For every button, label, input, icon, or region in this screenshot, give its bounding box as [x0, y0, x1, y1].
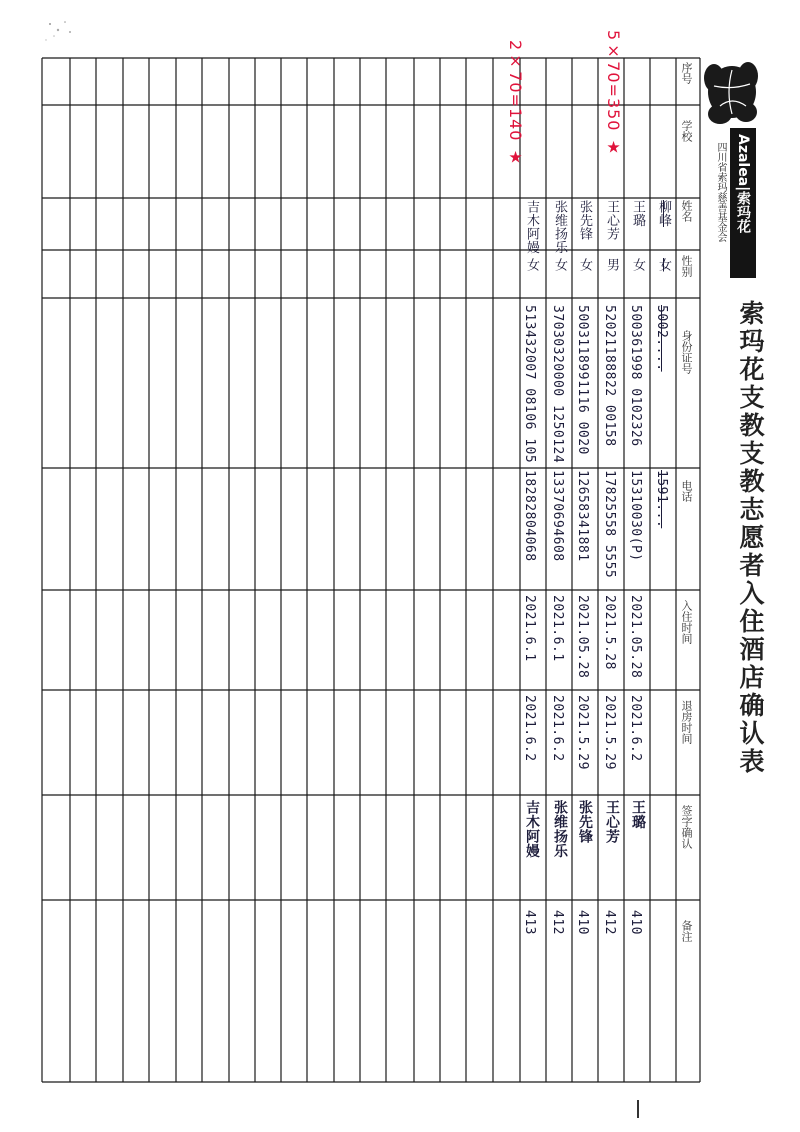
cell-checkin: 2021.05.28	[628, 595, 643, 679]
cell-note: 412	[550, 910, 565, 935]
cell-checkin: 2021.5.28	[602, 595, 617, 670]
column-header: 退房时间	[680, 700, 693, 744]
cell-id: 500361998 0102326	[628, 305, 643, 447]
cell-phone: 13370694608	[550, 470, 565, 562]
cell-phone: 15310030(P)	[628, 470, 643, 562]
column-header: 序号	[680, 62, 693, 84]
logo-brand-text: Azalea|索玛花	[730, 128, 756, 278]
cell-id: 37030320000 1250124	[550, 305, 565, 464]
column-header: 备注	[680, 920, 693, 942]
cell-name: 张先锋	[577, 200, 592, 241]
column-header: 姓名	[680, 200, 693, 222]
cell-id: 52021188822 00158	[602, 305, 617, 447]
column-header: 入住时间	[680, 600, 693, 644]
cell-gender: 女	[577, 258, 592, 272]
cell-gender: 女	[524, 258, 539, 272]
cell-phone: 17825558 5555	[602, 470, 617, 579]
cell-gender: 男	[604, 258, 619, 272]
column-header: 身份证号	[680, 330, 693, 374]
cell-note: 413	[522, 910, 537, 935]
cell-name: 吉木阿嫚	[524, 200, 539, 254]
page-title: 索玛花支教支教志愿者入住酒店确认表	[736, 300, 765, 776]
red-note-1: 5×70=350 ★	[604, 30, 623, 158]
logo-org-name: 四川省索玛慈善基金会	[715, 142, 726, 242]
cell-checkout: 2021.5.29	[602, 695, 617, 770]
cell-gender: 女	[552, 258, 567, 272]
cell-sign: 王璐	[630, 800, 646, 829]
cell-gender: 女	[630, 258, 645, 272]
column-header: 电话	[680, 480, 693, 502]
cell-note: 410	[575, 910, 590, 935]
scan-mark	[637, 1100, 639, 1118]
cell-sign: 王心芳	[604, 800, 620, 844]
cell-note: 412	[602, 910, 617, 935]
cell-note: 410	[628, 910, 643, 935]
cell-checkout: 2021.5.29	[575, 695, 590, 770]
cell-phone: 12658341881	[575, 470, 590, 562]
cell-sign: 吉木阿嫚	[524, 800, 540, 858]
cell-checkin: 2021.05.28	[575, 595, 590, 679]
cell-checkin: 2021.6.1	[550, 595, 565, 662]
cell-name: 王心芳	[604, 200, 619, 241]
cell-checkin: 2021.6.1	[522, 595, 537, 662]
cell-checkout: 2021.6.2	[522, 695, 537, 762]
azalea-flower-icon	[700, 56, 762, 128]
cell-name: 柳峰	[656, 200, 671, 227]
cell-sign: 张先锋	[577, 800, 593, 844]
cell-checkout: 2021.6.2	[628, 695, 643, 762]
cell-sign: 张维扬乐	[552, 800, 568, 858]
column-header: 签字确认	[680, 805, 693, 849]
foundation-logo	[696, 56, 764, 276]
cell-name: 张维扬乐	[552, 200, 567, 254]
cell-id: 5003118991116 0020	[575, 305, 590, 455]
column-header: 学校	[680, 120, 693, 142]
cell-gender: 女	[656, 258, 671, 272]
cell-id: 513432007 08106 105	[522, 305, 537, 464]
red-note-2: 2×70=140 ★	[506, 40, 525, 168]
cell-phone: 18282804068	[522, 470, 537, 562]
cell-id: 5002....	[654, 305, 669, 372]
cell-phone: 1591...	[654, 470, 669, 529]
cell-name: 王璐	[630, 200, 645, 227]
cell-checkout: 2021.6.2	[550, 695, 565, 762]
column-header: 性别	[680, 255, 693, 277]
